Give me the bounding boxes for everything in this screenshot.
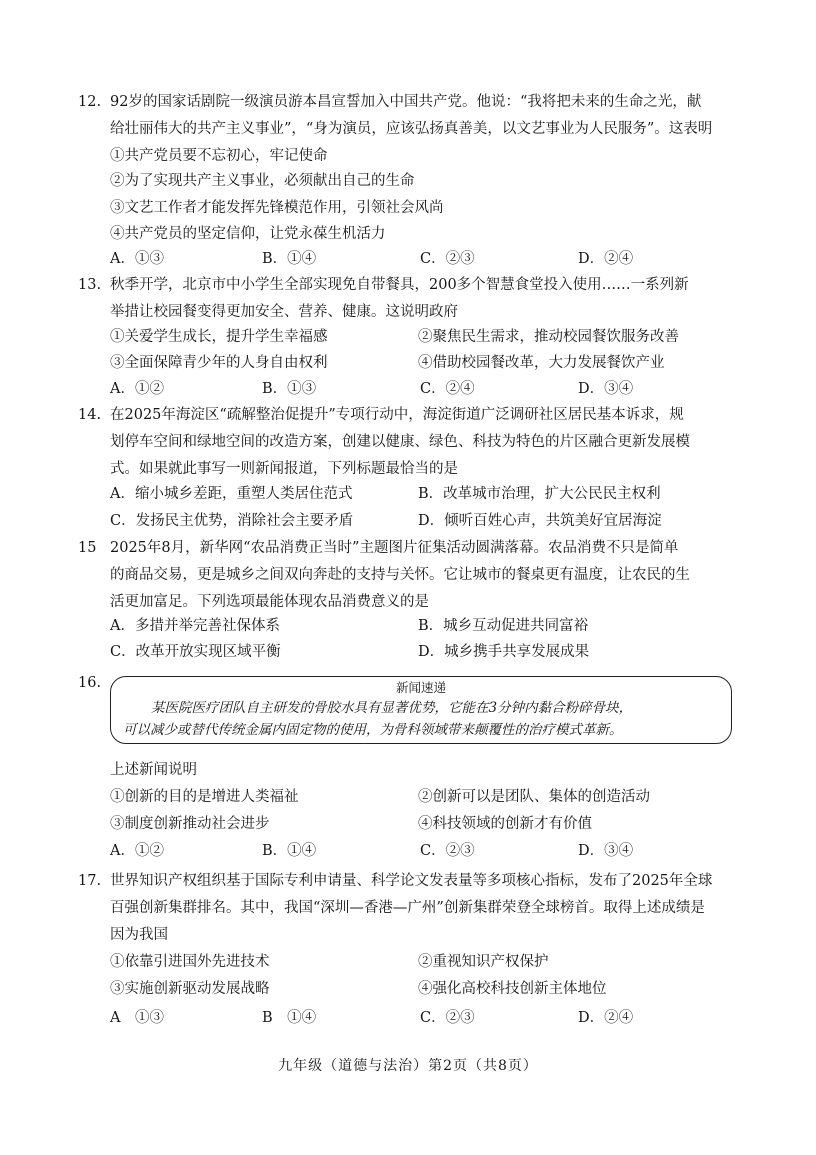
statement-item: ③文艺工作者才能发挥先锋模范作用，引领社会风尚 [110,200,444,216]
option-c: C．②③ [420,251,475,267]
question-stem [110,272,740,326]
stem-line: 举措让校园餐变得更加安全、营养、健康。这说明政府 [110,304,458,320]
question-number: 13. [78,277,102,293]
statement-item: ④借助校园餐改革，大力发展餐饮产业 [418,355,665,371]
statement-item: ③全面保障青少年的人身自由权利 [110,355,328,371]
option-b: B ①④ [262,1010,317,1026]
statement-item: ④共产党员的坚定信仰，让党永葆生机活力 [110,226,386,242]
news-line: 可以减少或替代传统金属内固定物的使用，为骨科领域带来颠覆性的治疗模式革新。 [123,722,623,738]
option-a: A．缩小城乡差距，重塑人类居住范式 [110,486,353,502]
option-d: D．③④ [578,843,634,859]
question-13 [78,272,740,326]
statement-item: ③实施创新驱动发展战略 [110,981,270,997]
question-stem [110,89,740,143]
statement-item: ①依靠引进国外先进技术 [110,954,270,970]
statement-item: ①创新的目的是增进人类福祉 [110,789,299,805]
stem-line: 世界知识产权组织基于国际专利申请量、科学论文发表量等多项核心指标，发布了2025年全球 [110,873,713,889]
question-number: 16. [78,675,102,691]
question-number: 15 [78,540,97,556]
statement-item: ③制度创新推动社会进步 [110,816,270,832]
stem-line: 活更加富足。下列选项最能体现农品消费意义的是 [110,594,429,610]
statement-item: ②为了实现共产主义事业，必须献出自己的生命 [110,173,415,189]
stem-line: 2025年8月，新华网“农品消费正当时”主题图片征集活动圆满落幕。农品消费不只是简单 [110,540,679,556]
option-b: B．城乡互动促进共同富裕 [418,618,589,634]
option-c: C．改革开放实现区域平衡 [110,644,281,660]
question-14 [78,402,740,483]
stem-line: 因为我国 [110,927,168,943]
question-15 [78,535,740,616]
news-box [110,676,732,744]
option-b: B．改革城市治理，扩大公民民主权利 [418,486,661,502]
option-b: B．①③ [262,381,317,397]
statement-item: ④科技领域的创新才有价值 [418,816,592,832]
option-d: D．③④ [578,381,634,397]
question-17 [78,868,740,949]
stem-line: 在2025年海淀区“疏解整治促提升”专项行动中，海淀街道广泛调研社区居民基本诉求，规 [110,407,684,423]
stem-line: 的商品交易，更是城乡之间双向奔赴的支持与关怀。它让城市的餐桌更有温度，让农民的生 [110,567,690,583]
page-footer: 九年级（道德与法治）第2页（共8页） [278,1058,538,1074]
option-b: B．①④ [262,251,317,267]
option-b: B．①④ [262,843,317,859]
statement-item: ②聚焦民生需求，推动校园餐饮服务改善 [418,329,679,345]
option-c: C．②③ [420,1010,475,1026]
option-a: A ①③ [110,1010,164,1026]
question-stem [110,535,740,616]
statement-item: ②重视知识产权保护 [418,954,549,970]
stem-line: 百强创新集群排名。其中，我国“深圳—香港—广州”创新集群荣登全球榜首。取得上述成绩是 [110,900,705,916]
option-c: C．发扬民主优势，消除社会主要矛盾 [110,513,354,529]
question-stem [110,868,740,949]
stem-line: 式。如果就此事写一则新闻报道，下列标题最恰当的是 [110,461,458,477]
stem-line: 秋季开学，北京市中小学生全部实现免自带餐具，200多个智慧食堂投入使用……一系列新 [110,277,689,293]
statement-item: ④强化高校科技创新主体地位 [418,981,607,997]
statement-item: ①关爱学生成长，提升学生幸福感 [110,329,328,345]
question-number: 17. [78,873,102,889]
question-lead: 上述新闻说明 [110,762,197,778]
stem-line: 92岁的国家话剧院一级演员游本昌宣誓加入中国共产党。他说：“我将把未来的生命之光，献 [110,94,702,110]
news-title: 新闻速递 [395,680,446,695]
option-a: A．①③ [110,251,164,267]
option-d: D．②④ [578,251,634,267]
option-a: A．多措并举完善社保体系 [110,618,280,634]
news-line: 某医院医疗团队自主研发的骨胶水具有显著优势，它能在3分钟内黏合粉碎骨块， [151,700,633,716]
option-c: C．②③ [420,843,475,859]
question-stem [110,402,740,483]
question-12 [78,89,740,143]
option-c: C．②④ [420,381,475,397]
statement-item: ①共产党员要不忘初心，牢记使命 [110,148,328,164]
option-a: A．①② [110,843,164,859]
option-d: D．城乡携手共享发展成果 [418,644,590,660]
option-d: D．②④ [578,1010,634,1026]
stem-line: 给壮丽伟大的共产主义事业”，“身为演员，应该弘扬真善美，以文艺事业为人民服务”。这表明 [110,121,713,137]
stem-line: 划停车空间和绿地空间的改造方案，创建以健康、绿色、科技为特色的片区融合更新发展模 [110,434,690,450]
statement-item: ②创新可以是团队、集体的创造活动 [418,789,650,805]
question-number: 14. [78,407,102,423]
option-a: A．①② [110,381,164,397]
news-body [111,697,731,741]
option-d: D．倾听百姓心声，共筑美好宜居海淀 [418,513,662,529]
question-number: 12. [78,94,102,110]
